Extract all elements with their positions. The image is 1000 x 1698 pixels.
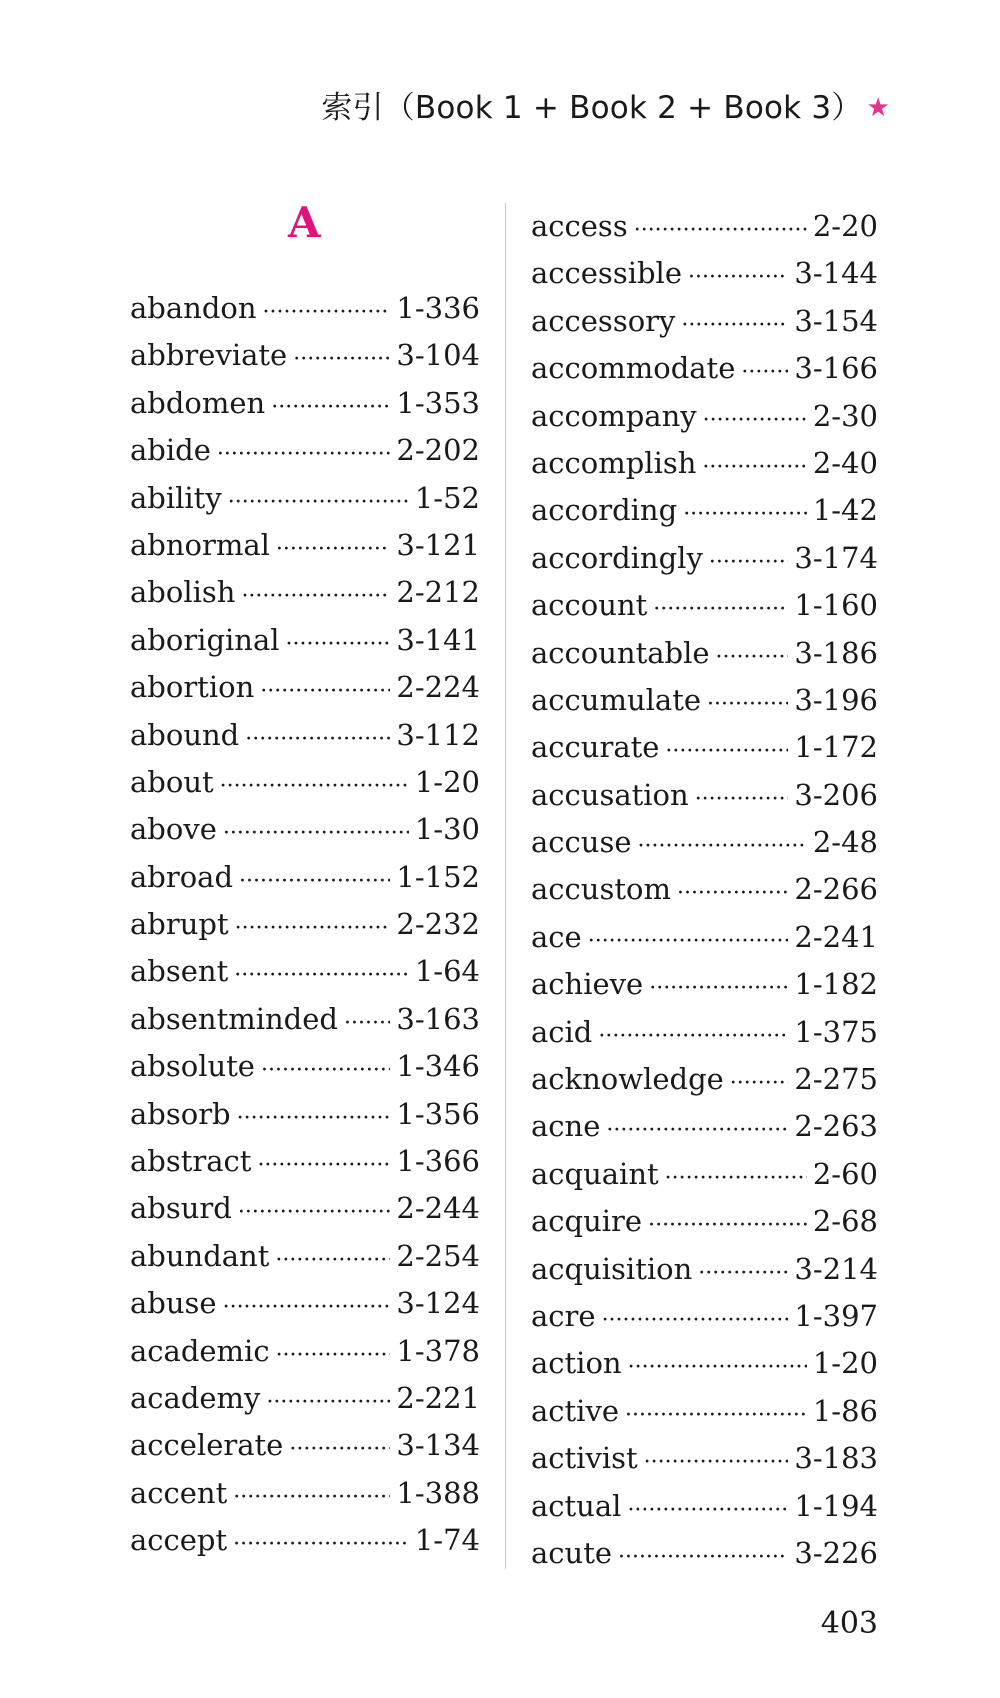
entry-word: accustom: [531, 872, 671, 907]
dot-leader: [741, 346, 788, 392]
dot-leader: [235, 902, 391, 948]
dot-leader: [228, 476, 409, 522]
index-entry: [531, 1198, 878, 1245]
index-entry: [130, 1470, 480, 1517]
dot-leader: [260, 665, 390, 711]
index-entry: [531, 1151, 878, 1198]
entry-word: abandon: [130, 291, 257, 325]
index-entry: [130, 948, 480, 995]
entry-page-ref: 2-48: [812, 825, 878, 860]
entry-page-ref: 2-263: [794, 1109, 878, 1144]
entry-word: according: [531, 493, 678, 528]
index-entry: [130, 1517, 480, 1564]
index-entry: [130, 617, 480, 664]
entry-word: abroad: [130, 859, 234, 894]
dot-leader: [239, 855, 390, 901]
index-entry: [531, 1483, 878, 1530]
entry-page-ref: 2-30: [812, 398, 878, 433]
entry-page-ref: 1-194: [794, 1488, 878, 1523]
entry-page-ref: 1-336: [396, 291, 480, 325]
dot-leader: [628, 1341, 807, 1387]
entry-page-ref: 1-378: [396, 1333, 480, 1368]
entry-page-ref: 1-30: [414, 812, 480, 847]
page-header: [321, 82, 890, 127]
entry-page-ref: 3-214: [794, 1251, 878, 1286]
entry-word: accountable: [531, 635, 710, 670]
entry-word: abbreviate: [130, 338, 288, 373]
entry-word: accommodate: [531, 351, 736, 386]
entry-word: abundant: [130, 1238, 270, 1273]
index-entry: [531, 914, 878, 961]
dot-leader: [606, 1104, 788, 1150]
dot-leader: [217, 428, 391, 474]
entry-page-ref: 1-397: [794, 1298, 878, 1333]
dot-leader: [344, 997, 390, 1043]
index-entry: [531, 819, 878, 866]
entry-word: abound: [130, 717, 240, 752]
entry-word: acute: [531, 1535, 613, 1570]
dot-leader: [665, 725, 788, 771]
index-entry: [130, 1138, 480, 1185]
entry-page-ref: 3-112: [396, 717, 480, 752]
index-column-left: [130, 285, 480, 1565]
dot-leader: [707, 678, 788, 724]
entry-word: active: [531, 1393, 620, 1428]
entry-page-ref: 2-212: [396, 575, 480, 610]
entry-word: abolish: [130, 575, 236, 610]
entry-word: abnormal: [130, 527, 270, 562]
dot-leader: [276, 523, 390, 569]
entry-page-ref: 3-206: [794, 777, 878, 812]
index-entry: [130, 1043, 480, 1090]
dot-leader: [653, 583, 788, 629]
entry-word: access: [531, 209, 628, 243]
entry-word: absorb: [130, 1096, 231, 1131]
entry-page-ref: 2-224: [396, 670, 480, 705]
entry-word: accomplish: [531, 445, 697, 480]
entry-page-ref: 1-172: [794, 730, 878, 765]
index-entry: [531, 961, 878, 1008]
dot-leader: [627, 1484, 788, 1530]
dot-leader: [257, 1139, 390, 1185]
index-entry: [531, 487, 878, 534]
dot-leader: [709, 536, 789, 582]
entry-word: actual: [531, 1488, 622, 1523]
dot-leader: [702, 441, 806, 487]
entry-word: abrupt: [130, 907, 229, 942]
entry-word: absurd: [130, 1191, 232, 1226]
dot-leader: [683, 488, 807, 534]
entry-page-ref: 2-221: [396, 1380, 480, 1415]
entry-page-ref: 1-74: [414, 1523, 480, 1558]
index-entry: [130, 1185, 480, 1232]
index-entry: [531, 535, 878, 582]
entry-page-ref: 2-254: [396, 1238, 480, 1273]
entry-word: absent: [130, 954, 229, 989]
index-entry: [130, 664, 480, 711]
dot-leader: [266, 1376, 390, 1422]
index-entry: [531, 1056, 878, 1103]
index-entry: [130, 901, 480, 948]
entry-word: above: [130, 812, 217, 847]
index-entry: [130, 759, 480, 806]
index-column-right: [531, 203, 878, 1577]
entry-word: accessory: [531, 303, 676, 338]
index-entry: [531, 1530, 878, 1577]
index-entry: [130, 522, 480, 569]
entry-word: ability: [130, 480, 222, 515]
entry-page-ref: 1-20: [414, 764, 480, 799]
dot-leader: [223, 1281, 391, 1327]
index-entry: [130, 1375, 480, 1422]
entry-page-ref: 2-40: [812, 445, 878, 480]
index-title: 索引（Book 1 + Book 2 + Book 3）: [321, 90, 863, 126]
entry-word: accusation: [531, 777, 689, 812]
entry-word: accordingly: [531, 540, 703, 575]
entry-word: account: [531, 588, 648, 623]
index-entry: [531, 298, 878, 345]
dot-leader: [688, 251, 788, 297]
entry-word: absolute: [130, 1049, 255, 1084]
dot-leader: [588, 915, 789, 961]
entry-word: acre: [531, 1298, 596, 1333]
section-letter: A: [288, 198, 321, 247]
entry-page-ref: 2-60: [812, 1156, 878, 1191]
index-entry: [531, 1388, 878, 1435]
page-number: 403: [820, 1606, 878, 1641]
entry-word: abortion: [130, 670, 255, 705]
index-entry: [130, 1422, 480, 1469]
index-entry: [130, 854, 480, 901]
entry-word: accumulate: [531, 682, 702, 717]
dot-leader: [716, 631, 789, 677]
entry-word: abuse: [130, 1286, 217, 1321]
star-icon: ★: [866, 93, 890, 123]
entry-page-ref: 1-42: [812, 493, 878, 528]
entry-page-ref: 1-366: [396, 1144, 480, 1179]
dot-leader: [598, 1010, 788, 1056]
entry-page-ref: 3-166: [794, 351, 878, 386]
entry-word: acquisition: [531, 1251, 693, 1286]
entry-page-ref: 3-144: [794, 256, 878, 291]
entry-word: accurate: [531, 730, 660, 765]
entry-word: absentminded: [130, 1001, 338, 1036]
index-entry: [130, 1233, 480, 1280]
index-entry: [130, 1280, 480, 1327]
entry-page-ref: 1-52: [414, 480, 480, 515]
dot-leader: [648, 1199, 807, 1245]
entry-page-ref: 3-121: [396, 527, 480, 562]
dot-leader: [233, 1518, 409, 1564]
dot-leader: [238, 1186, 391, 1232]
entry-page-ref: 2-68: [812, 1204, 878, 1239]
index-entry: [531, 1246, 878, 1293]
dot-leader: [286, 618, 391, 664]
entry-page-ref: 2-202: [396, 433, 480, 468]
index-entry: [130, 1328, 480, 1375]
dot-leader: [223, 807, 409, 853]
entry-page-ref: 1-64: [414, 954, 480, 989]
dot-leader: [665, 1152, 807, 1198]
entry-word: acne: [531, 1109, 601, 1144]
entry-word: about: [130, 764, 214, 799]
entry-page-ref: 2-241: [794, 919, 878, 954]
entry-page-ref: 3-104: [396, 338, 480, 373]
dot-leader: [289, 1423, 390, 1469]
index-entry: [531, 1103, 878, 1150]
index-entry: [531, 1009, 878, 1056]
dot-leader: [245, 713, 390, 759]
dot-leader: [234, 949, 409, 995]
entry-word: academy: [130, 1380, 261, 1415]
entry-page-ref: 1-86: [812, 1393, 878, 1428]
entry-page-ref: 1-346: [396, 1049, 480, 1084]
entry-word: action: [531, 1346, 622, 1381]
index-entry: [130, 1091, 480, 1138]
entry-page-ref: 1-20: [812, 1346, 878, 1381]
entry-page-ref: 3-226: [794, 1535, 878, 1570]
column-divider: [505, 203, 506, 1569]
dot-leader: [275, 1234, 390, 1280]
entry-word: abdomen: [130, 385, 266, 420]
dot-leader: [649, 962, 788, 1008]
dot-leader: [263, 286, 391, 332]
entry-word: acquaint: [531, 1156, 659, 1191]
dot-leader: [602, 1294, 789, 1340]
index-entry: [531, 440, 878, 487]
index-entry: [531, 724, 878, 771]
index-entry: [531, 345, 878, 392]
entry-word: accessible: [531, 256, 682, 291]
entry-page-ref: 1-375: [794, 1014, 878, 1049]
index-entry: [531, 1340, 878, 1387]
index-entry: [531, 1293, 878, 1340]
dot-leader: [241, 570, 390, 616]
index-entry: [531, 393, 878, 440]
dot-leader: [618, 1531, 788, 1577]
index-entry: [531, 677, 878, 724]
dot-leader: [703, 394, 807, 440]
entry-word: accompany: [531, 398, 697, 433]
entry-page-ref: 2-266: [794, 872, 878, 907]
index-entry: [130, 806, 480, 853]
entry-page-ref: 1-356: [396, 1096, 480, 1131]
entry-page-ref: 3-163: [396, 1001, 480, 1036]
dot-leader: [233, 1471, 390, 1517]
entry-page-ref: 3-174: [794, 540, 878, 575]
index-entry: [531, 582, 878, 629]
dot-leader: [625, 1389, 807, 1435]
entry-page-ref: 3-183: [794, 1441, 878, 1476]
entry-page-ref: 2-20: [812, 209, 878, 243]
index-entry: [130, 475, 480, 522]
entry-page-ref: 2-232: [396, 907, 480, 942]
index-entry: [130, 380, 480, 427]
index-entry: [130, 427, 480, 474]
dot-leader: [271, 381, 390, 427]
entry-page-ref: 3-196: [794, 682, 878, 717]
entry-page-ref: 1-388: [396, 1475, 480, 1510]
dot-leader: [698, 1247, 788, 1293]
dot-leader: [644, 1436, 789, 1482]
dot-leader: [634, 204, 807, 250]
entry-page-ref: 1-152: [396, 859, 480, 894]
index-entry: [531, 772, 878, 819]
index-entry: [130, 332, 480, 379]
dot-leader: [276, 1329, 391, 1375]
dot-leader: [261, 1044, 390, 1090]
dot-leader: [237, 1092, 391, 1138]
index-entry: [130, 712, 480, 759]
entry-page-ref: 3-134: [396, 1428, 480, 1463]
entry-word: accent: [130, 1475, 228, 1510]
entry-page-ref: 1-160: [794, 588, 878, 623]
index-entry: [531, 866, 878, 913]
entry-word: acknowledge: [531, 1062, 724, 1097]
index-entry: [130, 285, 480, 332]
index-entry: [130, 996, 480, 1043]
index-entry: [531, 1435, 878, 1482]
entry-word: acquire: [531, 1204, 643, 1239]
dot-leader: [730, 1057, 789, 1103]
entry-word: academic: [130, 1333, 270, 1368]
index-entry: [531, 250, 878, 297]
entry-word: activist: [531, 1441, 638, 1476]
dot-leader: [677, 867, 788, 913]
dot-leader: [681, 299, 788, 345]
entry-word: achieve: [531, 967, 644, 1002]
index-entry: [130, 569, 480, 616]
entry-word: aboriginal: [130, 622, 280, 657]
entry-word: acid: [531, 1014, 593, 1049]
entry-word: accuse: [531, 825, 632, 860]
index-entry: [531, 203, 878, 250]
index-entry: [531, 630, 878, 677]
entry-page-ref: 2-244: [396, 1191, 480, 1226]
dot-leader: [695, 773, 789, 819]
entry-page-ref: 1-353: [396, 385, 480, 420]
entry-word: accelerate: [130, 1428, 284, 1463]
entry-page-ref: 3-124: [396, 1286, 480, 1321]
entry-word: abstract: [130, 1144, 252, 1179]
entry-page-ref: 3-141: [396, 622, 480, 657]
entry-page-ref: 3-186: [794, 635, 878, 670]
entry-word: accept: [130, 1523, 228, 1558]
entry-word: ace: [531, 919, 582, 954]
entry-page-ref: 2-275: [794, 1062, 878, 1097]
entry-page-ref: 3-154: [794, 303, 878, 338]
dot-leader: [220, 760, 409, 806]
entry-page-ref: 1-182: [794, 967, 878, 1002]
entry-word: abide: [130, 433, 211, 468]
dot-leader: [638, 820, 807, 866]
dot-leader: [293, 333, 390, 379]
